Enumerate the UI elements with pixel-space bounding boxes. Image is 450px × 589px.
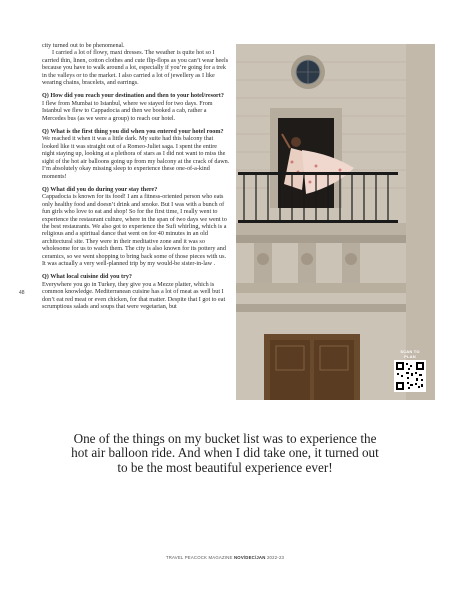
qr-code-icon[interactable] [394, 360, 426, 392]
question-1: Q) How did you reach your destination and then to your hotel/resort? [42, 93, 224, 100]
intro-end: city turned out to be phenomenal. [42, 43, 125, 49]
question-2: Q) What is the first thing you did when you entered your hotel room? [42, 129, 224, 136]
paragraph-packing: I carried a lot of flowy, maxi dresses. The weather is quite hot so I carried thin, linen, cotton clothes and cute flip-flops as you can’t wear heels because you have to walk around a lot, especially if you’re going for a trek in the valleys or to the market. I also carried a lot of jewellery as I like wearing chains, bracelets, and earrings. [42, 50, 229, 87]
scan-to-plan[interactable] [393, 350, 427, 392]
scan-label-line2: PLAN [404, 353, 416, 359]
scan-label-line1: SCAN TO [400, 349, 420, 354]
question-4: Q) What local cuisine did you try? [42, 274, 132, 281]
pull-quote: One of the things on my bucket list was to experience the hot air balloon ride. And when I did take one, it turned out to be the most beautiful experience ever! [71, 431, 379, 475]
answer-1: I flew from Mumbai to Istanbul, where we stayed for two days. From Istanbul we flew to Cappadocia and then we booked a cab, rather a Mercedes bus (as we were a group) to reach our hotel. [42, 100, 213, 122]
answer-3: Cappadocia is known for its food! I am a fitness-oriented person who eats only healthy food and doesn’t drink and smoke. But I was with a bunch of fun girls who love to eat and shop! So for the first time, I really went to experience the restaurant culture, where in the span of two days we went to the best restaurants. We also got to experience the Sufi whirling, which is a religious and a spiritual dance that went on for 40 minutes in an old architectural site. They were in their meditative zone and it was so wholesome for us to watch them. The city is also known for its pottery and ceramics, so we went shopping to bring back some of those pieces with us. It was actually a very well-planned trip by my would-be sister-in-law . [42, 194, 227, 267]
article-column [42, 43, 230, 311]
answer-4: Everywhere you go in Turkey, they give you a Mezze platter, which is common knowledge. Mediterranean cuisine has a lot of meat as well but I don’t eat red meat or even chicken, for that matter. Despite that I got to eat scrumptious salads and soups that were vegetarian, but [42, 281, 226, 310]
footer [0, 555, 450, 560]
answer-2: We reached it when it was a little dark. My suite had this balcony that looked like it was straight out of a Romeo-Juliet saga. I spent the entire night staying up, looking at a plethora of stars as I did not want to miss the sight of the hot air balloons going up from my balcony at the crack of dawn. I’m absolutely okay missing sleep to experience these one-of-a-kind moments! [42, 136, 230, 180]
question-3: Q) What did you do during your stay there? [42, 186, 158, 193]
page-number: 48 [19, 290, 25, 296]
footer-issue: NOV/DEC/JAN [233, 555, 266, 560]
footer-years: 2022-23 [266, 555, 285, 560]
balcony-photo [236, 44, 435, 400]
footer-magazine: TRAVEL PEACOCK MAGAZINE [165, 555, 233, 560]
